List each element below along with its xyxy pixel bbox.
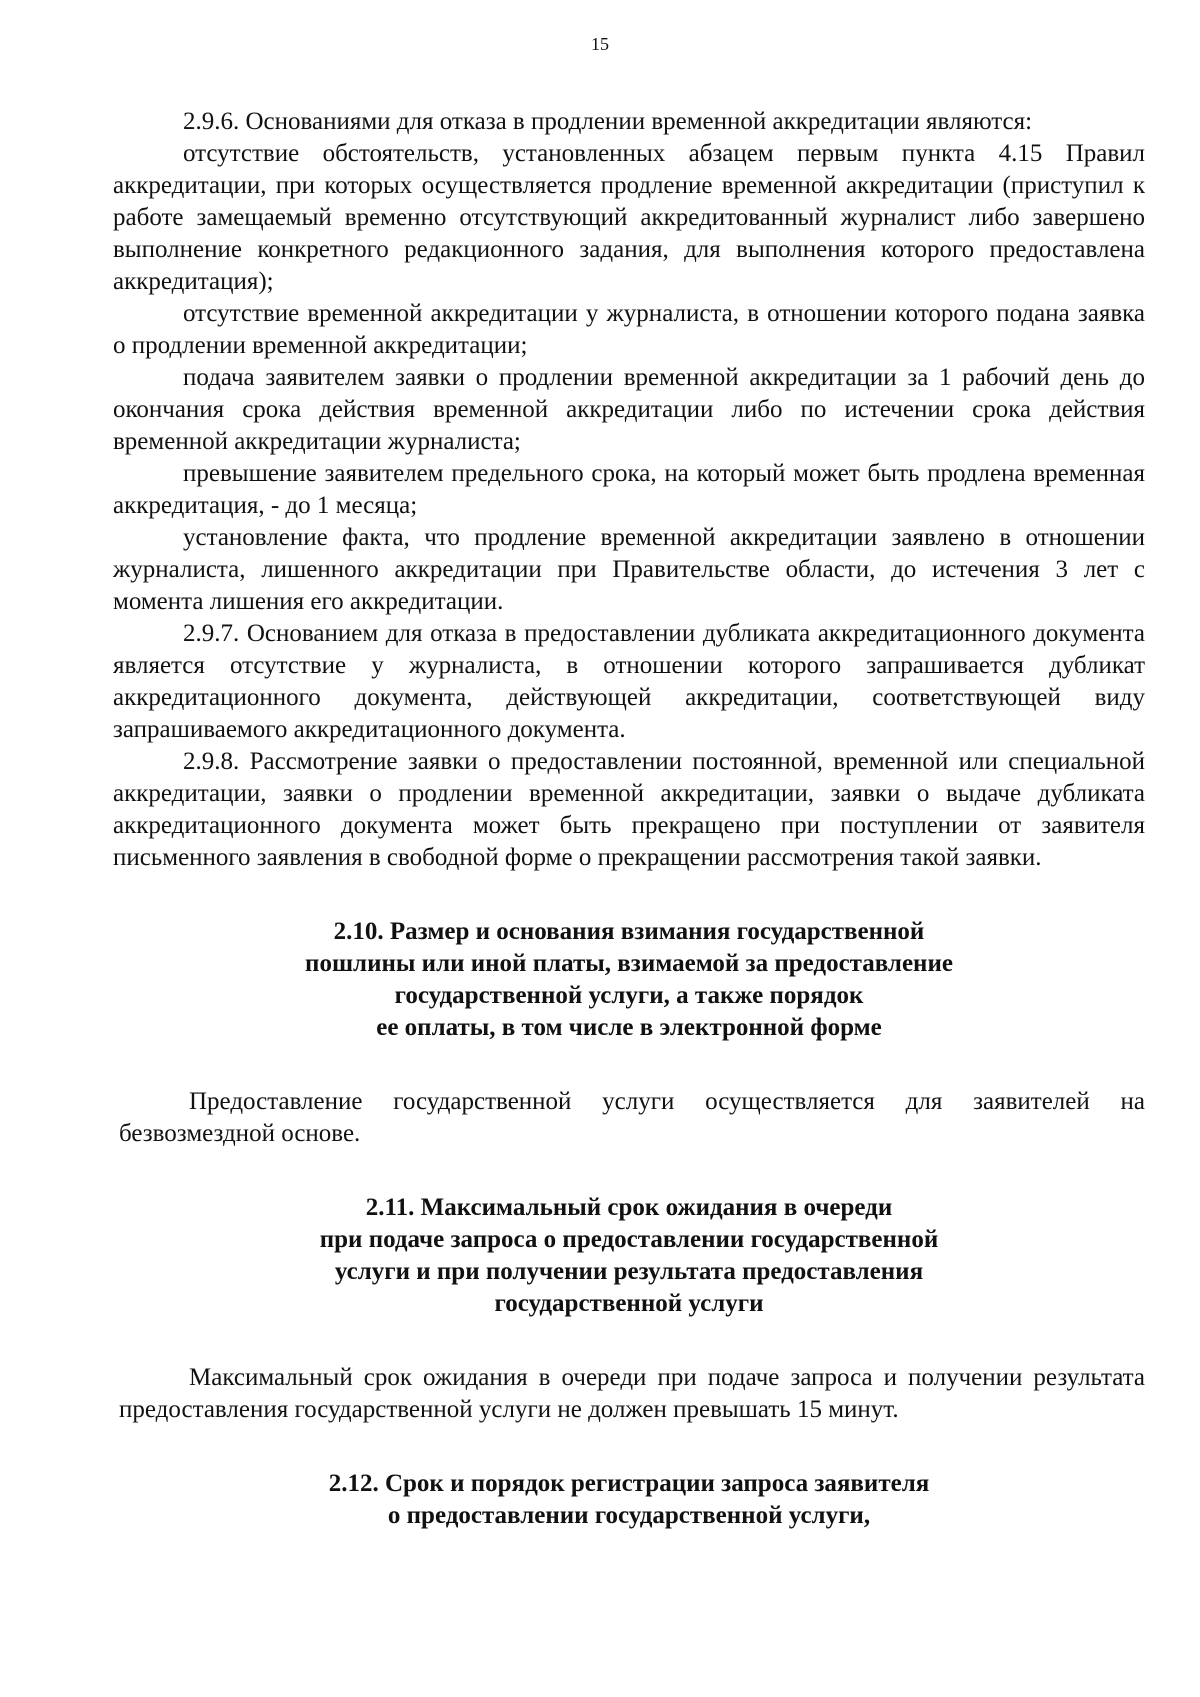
heading-line: 2.11. Максимальный срок ожидания в очереди bbox=[365, 1194, 893, 1221]
paragraph-ground-2: отсутствие временной аккредитации у журналиста, в отношении которого подана заявка о продлении временной аккредитации; bbox=[113, 300, 1145, 359]
heading-line: пошлины или иной платы, взимаемой за предоставление bbox=[305, 950, 953, 977]
paragraph-ground-5: установление факта, что продление временной аккредитации заявлено в отношении журналиста, лишенного аккредитации при Правительстве области, до истечения 3 лет с момента лишения его аккредитации. bbox=[113, 524, 1145, 615]
page-number: 15 bbox=[591, 34, 609, 54]
document-body bbox=[113, 106, 1145, 1532]
section-heading-2-11 bbox=[113, 1192, 1145, 1320]
heading-line: 2.12. Срок и порядок регистрации запроса заявителя bbox=[328, 1470, 930, 1497]
paragraph-ground-1: отсутствие обстоятельств, установленных абзацем первым пункта 4.15 Правил аккредитации, при которых осуществляется продление временной аккредитации (приступил к работе замещаемый временно отсутствующий аккредитованный журналист либо завершено выполнение конкретного редакционного задания, для выполнения которого предоставлена аккредитация); bbox=[113, 140, 1145, 295]
paragraph-2-10-text: Предоставление государственной услуги осуществляется для заявителей на безвозмездной основе. bbox=[119, 1088, 1145, 1147]
heading-line: ее оплаты, в том числе в электронной форме bbox=[376, 1014, 882, 1041]
section-heading-2-10 bbox=[113, 916, 1145, 1044]
heading-line: 2.10. Размер и основания взимания государственной bbox=[333, 918, 925, 945]
heading-line: услуги и при получении результата предоставления bbox=[334, 1258, 924, 1285]
paragraph-ground-3: подача заявителем заявки о продлении временной аккредитации за 1 рабочий день до окончания срока действия временной аккредитации либо по истечении срока действия временной аккредитации журналиста; bbox=[113, 364, 1145, 455]
heading-line: при подаче запроса о предоставлении государственной bbox=[319, 1226, 939, 1253]
paragraph-ground-4: превышение заявителем предельного срока, на который может быть продлена временная аккредитация, - до 1 месяца; bbox=[113, 460, 1145, 519]
heading-line: государственной услуги bbox=[494, 1290, 764, 1317]
heading-line: о предоставлении государственной услуги, bbox=[387, 1502, 871, 1529]
section-heading-2-12 bbox=[113, 1468, 1145, 1532]
paragraph-2-9-6: 2.9.6. Основаниями для отказа в продлении временной аккредитации являются: bbox=[183, 108, 1033, 135]
paragraph-2-11-text: Максимальный срок ожидания в очереди при подаче запроса и получении результата предоставления государственной услуги не должен превышать 15 минут. bbox=[119, 1364, 1145, 1423]
heading-line: государственной услуги, а также порядок bbox=[394, 982, 864, 1009]
paragraph-2-9-8: 2.9.8. Рассмотрение заявки о предоставлении постоянной, временной или специальной аккредитации, заявки о продлении временной аккредитации, заявки о выдаче дубликата аккредитационного документа может быть прекращено при поступлении от заявителя письменного заявления в свободной форме о прекращении рассмотрения такой заявки. bbox=[113, 748, 1145, 871]
paragraph-2-9-7: 2.9.7. Основанием для отказа в предоставлении дубликата аккредитационного документа является отсутствие у журналиста, в отношении которого запрашивается дубликат аккредитационного документа, действующей аккредитации, соответствующей виду запрашиваемого аккредитационного документа. bbox=[113, 620, 1145, 743]
